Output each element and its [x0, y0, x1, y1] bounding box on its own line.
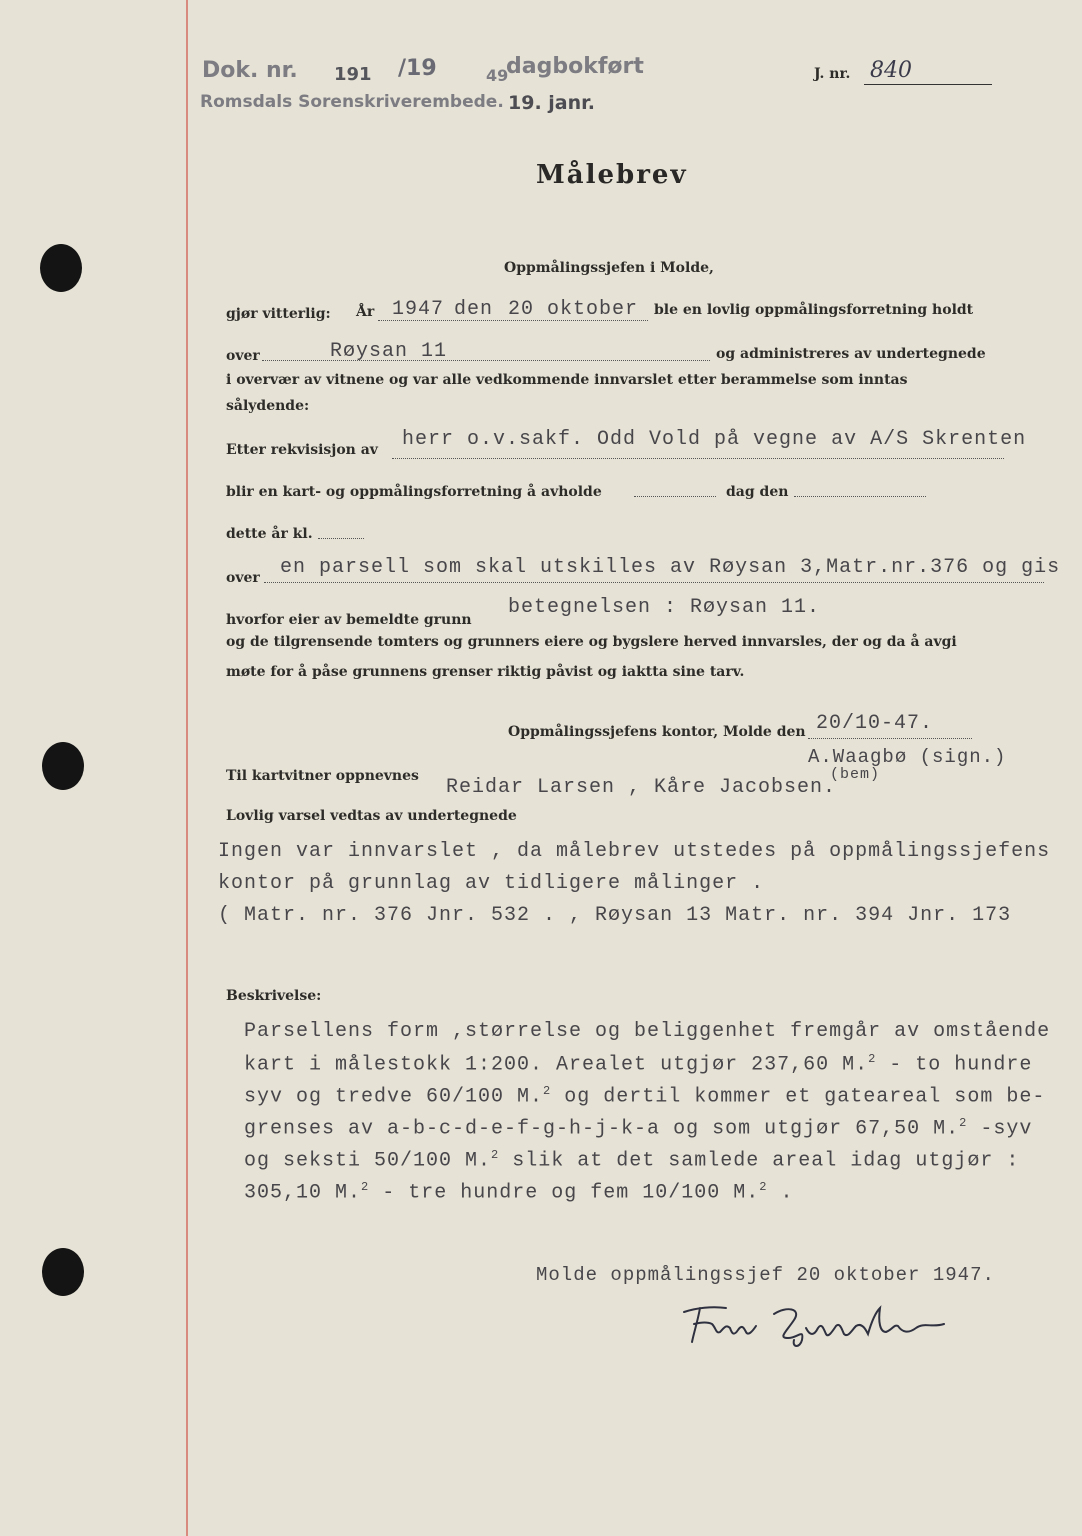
stamp-dok-number: 191: [334, 64, 372, 85]
witness-label: gjør vitterlig:: [226, 306, 331, 322]
notice-line-3: ( Matr. nr. 376 Jnr. 532 . , Røysan 13 Matr. nr. 394 Jnr. 173: [218, 904, 1012, 927]
notice-line-2: kontor på grunnlag av tidligere målinger .: [218, 872, 765, 895]
neighbors-line: og de tilgrensende tomters og grunners eiere og bygslere herved innvarsles, der og da å avgi: [226, 634, 957, 650]
description-line-2: kart i målestokk 1:200. Arealet utgjør 237,60 M.$^2$ - to hundre: [244, 1052, 1033, 1077]
attend-line: møte for å påse grunnens grenser riktig påvist og iaktta sine tarv.: [226, 664, 745, 680]
margin-rule: [186, 0, 188, 1536]
signature: [676, 1298, 956, 1350]
day-label: dag den: [726, 484, 789, 500]
description-line-3: syv og tredve 60/100 M.$^2$ og dertil kommer et gateareal som be-: [244, 1084, 1046, 1109]
punch-hole: [42, 742, 84, 790]
administered-text: og administreres av undertegnede: [716, 346, 986, 362]
stamp-dok-label: Dok. nr.: [202, 58, 298, 83]
owner-label: hvorfor eier av bemeldte grunn: [226, 612, 472, 628]
description-line-1: Parsellens form ,størrelse og beliggenhet fremgår av omstående: [244, 1020, 1051, 1043]
requisition-label: Etter rekvisisjon av: [226, 442, 378, 458]
requisition-value: herr o.v.sakf. Odd Vold på vegne av A/S Skrenten: [402, 428, 1027, 451]
notice-label: Lovlig varsel vedtas av undertegnede: [226, 808, 517, 824]
bem: (bem): [830, 766, 881, 783]
stamp-office: Romsdals Sorenskriverembede.: [200, 92, 504, 112]
page-title: Målebrev: [536, 160, 688, 190]
date-value: 20 oktober: [508, 298, 639, 321]
date-label: den: [454, 298, 494, 321]
presence-line: i overvær av vitnene og var alle vedkommende innvarslet etter berammelse som inntas: [226, 372, 908, 388]
office-label: Oppmålingssjefens kontor, Molde den: [508, 724, 806, 740]
year-label: År: [356, 304, 375, 320]
time-label: dette år kl.: [226, 526, 313, 542]
notice-line-1: Ingen var innvarslet , da målebrev utstedes på oppmålingssjefens: [218, 840, 1051, 863]
issuer: Oppmålingssjefen i Molde,: [504, 260, 714, 276]
office-date: 20/10-47.: [816, 712, 934, 735]
held-text: ble en lovlig oppmålingsforretning holdt: [654, 302, 974, 318]
stamp-date: 19. janr.: [508, 92, 596, 114]
over2-label: over: [226, 570, 260, 586]
signed: A.Waagbø (sign.): [808, 746, 1007, 768]
stamp-year: 49: [486, 66, 509, 85]
description-line-6: 305,10 M.$^2$ - tre hundre og fem 10/100 M.$^2$ .: [244, 1180, 794, 1205]
witnesses-label: Til kartvitner oppnevnes: [226, 768, 419, 784]
punch-hole: [40, 244, 82, 292]
stamp-dagbokfort: dagbokført: [506, 54, 644, 79]
witnesses-value: Reidar Larsen , Kåre Jacobsen.: [446, 776, 837, 799]
description-label: Beskrivelse:: [226, 988, 322, 1004]
over-label: over: [226, 348, 260, 364]
description-line-4: grenses av a-b-c-d-e-f-g-h-j-k-a og som utgjør 67,50 M.$^2$ -syv: [244, 1116, 1033, 1141]
journal-label: J. nr.: [814, 66, 851, 82]
held-to-label: blir en kart- og oppmålingsforretning å avholde: [226, 484, 602, 500]
closing-place-date: Molde oppmålingssjef 20 oktober 1947.: [536, 1264, 995, 1286]
punch-hole: [42, 1248, 84, 1296]
over2-value: en parsell som skal utskilles av Røysan 3,Matr.nr.376 og gis: [280, 556, 1061, 579]
journal-number: 840: [870, 58, 912, 83]
description-line-5: og seksti 50/100 M.$^2$ slik at det samlede areal idag utgjør :: [244, 1148, 1020, 1173]
owner-value: betegnelsen : Røysan 11.: [508, 596, 821, 619]
stamp-dok-fraction: /19: [398, 56, 437, 81]
thus-text: sålydende:: [226, 398, 310, 414]
year-value: 1947: [392, 298, 445, 321]
over-value: Røysan 11: [330, 340, 448, 363]
